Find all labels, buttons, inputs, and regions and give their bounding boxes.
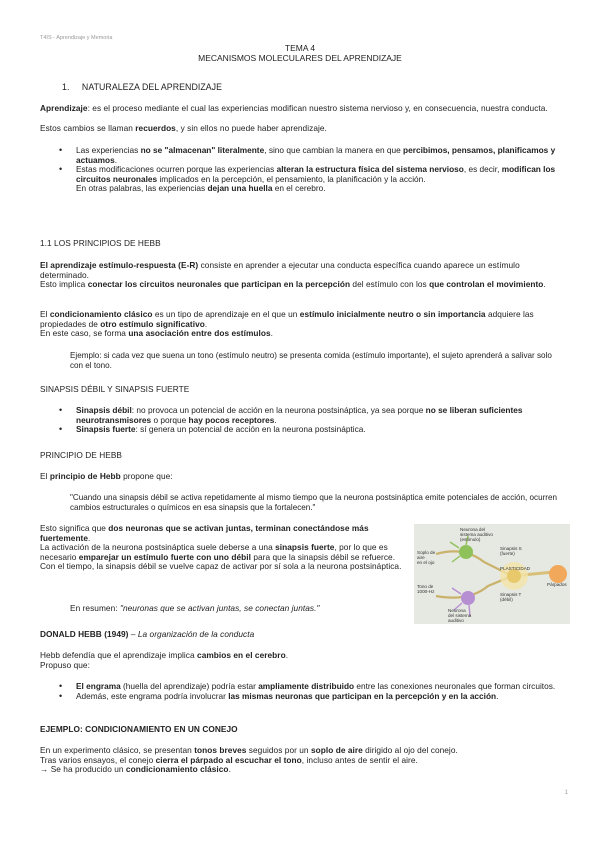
- principio-heading: PRINCIPIO DE HEBB: [40, 450, 122, 460]
- list-item: • Las experiencias no se "almacenan" literalmente, sino que cambian la manera en que percibimos, pensamos, planificamos y actuamos.: [59, 146, 560, 165]
- list-item: • Además, este engrama podría involucrar las mismas neuronas que participan en la percepción y en la acción.: [59, 692, 560, 702]
- svg-text:1000-Hz: 1000-Hz: [417, 589, 435, 594]
- hebb-1949-heading: DONALD HEBB (1949) – La organización de la conducta: [40, 629, 255, 639]
- hebb-synapse-figure: [414, 524, 570, 624]
- svg-text:Párpados: Párpados: [547, 582, 567, 587]
- list-item: • El engrama (huella del aprendizaje) podría estar ampliamente distribuido entre las conexiones neuronales que forman circuitos.: [59, 682, 560, 692]
- definition-paragraph: Aprendizaje: es el proceso mediante el cual las experiencias modifican nuestro sistema nervioso y, en consecuencia, nuestra conducta.: [40, 103, 548, 113]
- svg-text:Soplo de: Soplo de: [417, 550, 436, 555]
- list-item: • Estas modificaciones ocurren porque las experiencias alteran la estructura física del sistema nervioso, es decir, modifican los circuitos neuronales implicados en la percepción, el pensamiento, la planificación y la acción. En otras palabras, las experiencias dejan una huella en el cerebro.: [59, 165, 560, 194]
- svg-text:Tono de: Tono de: [417, 584, 434, 589]
- page-title: MECANISMOS MOLECULARES DEL APRENDIZAJE: [198, 53, 402, 63]
- topic-number: TEMA 4: [284, 43, 316, 53]
- svg-text:Neurona del: Neurona del: [460, 527, 486, 532]
- svg-text:(débil): (débil): [500, 597, 513, 602]
- hebb-quote: "Cuando una sinapsis débil se activa repetidamente al mismo tiempo que la neurona postsináptica emite potenciales de acción, ocurren cambios estructurales o químicos en esa sinapsis que la fortalecen.": [70, 493, 557, 512]
- paragraph-recuerdos: Estos cambios se llaman recuerdos, y sin ellos no puede haber aprendizaje.: [40, 123, 327, 133]
- ejemplo-heading: EJEMPLO: CONDICIONAMIENTO EN UN CONEJO: [40, 724, 238, 734]
- svg-text:PLASTICIDAD: PLASTICIDAD: [500, 566, 531, 571]
- sinapsis-heading: SINAPSIS DÉBIL Y SINAPSIS FUERTE: [40, 384, 190, 394]
- section-1-1-heading: 1.1 LOS PRINCIPIOS DE HEBB: [40, 238, 161, 248]
- svg-text:Sinapsis T: Sinapsis T: [500, 592, 522, 597]
- paragraph-er: El aprendizaje estímulo-respuesta (E-R) consiste en aprender a ejecutar una conducta específica cuando aparece un estímulo determinado. Esto implica conectar los circuitos neuronales que participan en la percepción del estímulo con los que controlan el movimiento.: [40, 260, 546, 290]
- ejemplo-paragraph: En un experimento clásico, se presentan tonos breves seguidos por un soplo de aire dirigido al ojo del conejo. Tras varios ensayos, el conejo cierra el párpado al escuchar el tono, incluso antes de sentir el aire. → Se ha producido un condicionamiento clásico.: [40, 745, 458, 775]
- page-number: 1: [564, 790, 568, 796]
- principio-intro: El principio de Hebb propone que:: [40, 471, 173, 481]
- svg-text:auditivo: auditivo: [448, 618, 464, 623]
- svg-text:en el ojo: en el ojo: [417, 560, 435, 565]
- eyelid-target: [549, 565, 567, 583]
- list-item: • Sinapsis fuerte: sí genera un potencial de acción en la neurona postsináptica.: [59, 425, 560, 435]
- bullet-list-sinapsis: [59, 406, 560, 435]
- principio-summary: En resumen: "neuronas que se activan juntas, se conectan juntas.": [70, 603, 320, 613]
- svg-text:Sinapsis S: Sinapsis S: [500, 546, 522, 551]
- bullet-list-experiencias: [59, 146, 560, 194]
- green-neuron: [459, 545, 473, 559]
- running-header: T4IS - Aprendizaje y Memoria: [40, 35, 113, 41]
- hebb-1949-paragraph: Hebb defendía que el aprendizaje implica cambios en el cerebro. Propuso que:: [40, 650, 289, 670]
- svg-text:(fuerte): (fuerte): [500, 551, 515, 556]
- svg-text:Neurona: Neurona: [448, 608, 466, 613]
- section-1-heading: 1. NATURALEZA DEL APRENDIZAJE: [62, 82, 223, 92]
- synapse-diagram: [414, 524, 570, 624]
- example-tono: Ejemplo: si cada vez que suena un tono (estímulo neutro) se presenta comida (estímulo importante), el sujeto aprenderá a salivar solo con el tono.: [70, 351, 552, 370]
- svg-text:aire: aire: [417, 555, 425, 560]
- svg-text:sistema auditivo: sistema auditivo: [460, 532, 493, 537]
- bullet-list-engrama: [59, 682, 560, 701]
- postsynaptic-neuron: [507, 569, 521, 583]
- list-item: • Sinapsis débil: no provoca un potencial de acción en la neurona postsináptica, ya sea porque no se liberan suficientes neurotransmisores o porque hay pocos receptores.: [59, 406, 560, 425]
- paragraph-condicionamiento: El condicionamiento clásico es un tipo de aprendizaje en el que un estímulo inicialmente neutro o sin importancia adquiere las propiedades de otro estímulo significativo. En este caso, se forma una asociación entre dos estímulos.: [40, 309, 534, 339]
- svg-text:(estímulo): (estímulo): [460, 537, 481, 542]
- purple-neuron: [461, 591, 475, 605]
- principio-explanation: Esto significa que dos neuronas que se activan juntas, terminan conectándose más fuertemente. La activación de la neurona postsináptica suele deberse a una sinapsis fuerte, por lo que es necesario emparejar un estímulo fuerte con uno débil para que la sinapsis débil se refuerce. Con el tiempo, la sinapsis débil se vuelve capaz de activar por sí sola a la neurona postsináptica.: [40, 523, 402, 572]
- svg-text:del sistema: del sistema: [448, 613, 472, 618]
